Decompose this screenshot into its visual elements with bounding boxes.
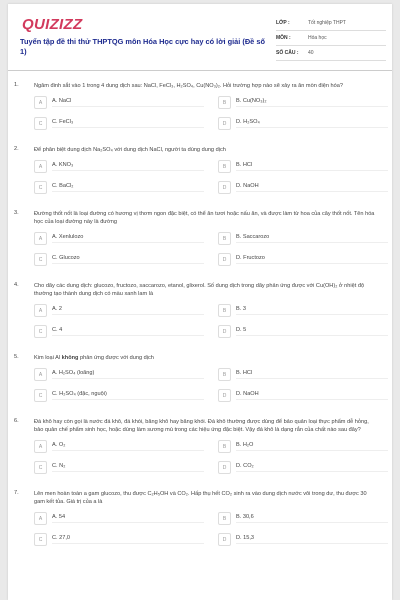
answer-options [34,160,392,194]
worksheet-page [8,4,392,600]
option-letter: B [218,440,231,453]
question-text: Đá khô hay còn gọi là nước đá khô, đá khói, băng khô hay băng khói. Đá khô thường được dùng để bảo quản loại thực phẩm dễ hỏng, bảo quản chế phẩm sinh học, hoặc dùng làm sương mù trong các hiệu ứng đặc biệt. Vậy đá khô là dạng rắn của chất nào sau đây? [34,419,369,433]
option-d[interactable] [218,181,388,194]
question-number: 4. [14,282,19,288]
option-text: D. 15,3 [236,535,388,544]
option-letter: A [34,96,47,109]
answer-options [34,368,392,402]
meta-key: MÔN : [276,35,291,41]
option-letter: D [218,389,231,402]
option-text: B. HCl [236,370,388,379]
option-text: D. NaOH [236,183,388,192]
option-letter: B [218,232,231,245]
option-text: C. N₂ [52,463,204,472]
option-letter: D [218,533,231,546]
option-text: B. 3 [236,306,388,315]
option-letter: D [218,325,231,338]
meta-value: Hóa học [308,35,327,41]
option-c[interactable] [34,461,204,474]
option-letter: C [34,181,47,194]
question-number: 1. [14,82,19,88]
option-letter: B [218,96,231,109]
question-text: Lên men hoàn toàn a gam glucozo, thu được C₂H₅OH và CO₂. Hấp thụ hết CO₂ sinh ra vào dung dịch nước vôi trong dư, thu được 30 gam kết tủa. Giá trị của a là [34,491,367,505]
answer-options [34,512,392,546]
option-c[interactable] [34,533,204,546]
question-text [34,350,378,362]
option-letter: C [34,253,47,266]
option-text: A. H₂SO₄ (loãng) [52,370,204,379]
option-c[interactable] [34,181,204,194]
option-b[interactable] [218,160,388,173]
option-letter: A [34,232,47,245]
question-number: 7. [14,490,19,496]
meta-value: Tốt nghiệp THPT [308,20,346,26]
option-text: A. Xenlulozo [52,234,204,243]
question-text-post: phản ứng được với dung dịch [78,355,154,361]
question-6 [8,414,392,474]
option-text: A. O₂ [52,442,204,451]
option-letter: A [34,304,47,317]
option-text: D. Fructozo [236,255,388,264]
answer-options [34,440,392,474]
option-d[interactable] [218,253,388,266]
option-text: A. KNO₃ [52,162,204,171]
option-letter: C [34,389,47,402]
option-a[interactable] [34,368,204,381]
question-number: 6. [14,418,19,424]
answer-options [34,232,392,266]
question-number: 5. [14,354,19,360]
question-number: 3. [14,210,19,216]
option-c[interactable] [34,117,204,130]
option-letter: B [218,512,231,525]
option-text: C. H₂SO₄ (đặc, nguội) [52,391,204,400]
meta-row-subject [276,31,386,46]
question-text: Cho dãy các dung dịch: glucozo, fructozo, saccarozo, etanol, glixerol. Số dung dịch trong dãy phản ứng được với Cu(OH)₂ ở nhiệt độ thường tạo thành dung dịch có màu xanh lam là [34,283,365,297]
quizizz-logo: QUIZIZZ [22,16,83,33]
option-text: A. 54 [52,514,204,523]
option-text: A. NaCl [52,98,204,107]
option-a[interactable] [34,304,204,317]
header-divider [8,70,392,71]
option-text: C. Glucozo [52,255,204,264]
option-letter: D [218,461,231,474]
option-b[interactable] [218,96,388,109]
option-d[interactable] [218,461,388,474]
option-letter: A [34,368,47,381]
meta-row-count [276,46,386,61]
option-c[interactable] [34,253,204,266]
option-c[interactable] [34,389,204,402]
meta-row-class [276,16,386,31]
option-letter: C [34,325,47,338]
option-text: B. H₂O [236,442,388,451]
option-d[interactable] [218,325,388,338]
option-b[interactable] [218,512,388,525]
option-text: C. FeCl₃ [52,119,204,128]
meta-key: SỐ CÂU : [276,50,299,56]
option-text: B. HCl [236,162,388,171]
option-a[interactable] [34,232,204,245]
question-4 [8,278,392,338]
answer-options [34,96,392,130]
question-text-emphasis: không [61,355,79,361]
option-letter: B [218,304,231,317]
option-letter: C [34,461,47,474]
question-7 [8,486,392,546]
option-text: C. 27,0 [52,535,204,544]
question-5 [8,350,392,402]
question-number: 2. [14,146,19,152]
option-b[interactable] [218,304,388,317]
option-a[interactable] [34,440,204,453]
page-title: Tuyển tập đề thi thử THPTQG môn Hóa Học cực hay có lời giải (Đề số 1) [20,37,265,56]
option-text: D. NaOH [236,391,388,400]
option-letter: C [34,533,47,546]
meta-value: 40 [308,50,314,56]
option-a[interactable] [34,96,204,109]
question-1 [8,78,392,130]
option-letter: A [34,440,47,453]
question-text-pre: Kim loại Al [34,355,62,361]
question-text: Ngâm đinh sắt vào 1 trong 4 dung dịch sau: NaCl, FeCl₃, H₂SO₄, Cu(NO₃)₂. Hỏi trường hợp nào sẽ xảy ra ăn mòn điện hóa? [34,83,343,89]
option-d[interactable] [218,117,388,130]
option-c[interactable] [34,325,204,338]
option-b[interactable] [218,232,388,245]
question-text: Để phân biệt dung dịch Na₂SO₄ với dung dịch NaCl, người ta dùng dung dịch [34,147,226,153]
option-letter: D [218,117,231,130]
option-letter: C [34,117,47,130]
option-text: D. 5 [236,327,388,336]
option-letter: D [218,253,231,266]
option-text: C. BaCl₂ [52,183,204,192]
option-text: B. Cu(NO₃)₂ [236,98,388,107]
option-b[interactable] [218,440,388,453]
option-text: D. H₂SO₄ [236,119,388,128]
option-letter: A [34,512,47,525]
option-a[interactable] [34,512,204,525]
question-2 [8,142,392,194]
option-text: C. 4 [52,327,204,336]
option-text: B. 30,6 [236,514,388,523]
option-letter: D [218,181,231,194]
option-b[interactable] [218,368,388,381]
option-d[interactable] [218,389,388,402]
question-text: Đường thốt nốt là loại đường có hương vị thơm ngon đặc biệt, có thể ăn tươi hoặc nấu ăn, và được làm từ hoa của cây thốt nốt. Tên hóa học của loại đường này là đường [34,211,375,225]
option-a[interactable] [34,160,204,173]
meta-key: LỚP : [276,20,290,26]
option-letter: B [218,368,231,381]
option-text: B. Saccarozo [236,234,388,243]
meta-table [276,16,386,61]
option-letter: B [218,160,231,173]
question-3 [8,206,392,266]
option-text: D. CO₂ [236,463,388,472]
option-letter: A [34,160,47,173]
question-list [8,78,392,558]
option-d[interactable] [218,533,388,546]
answer-options [34,304,392,338]
option-text: A. 2 [52,306,204,315]
